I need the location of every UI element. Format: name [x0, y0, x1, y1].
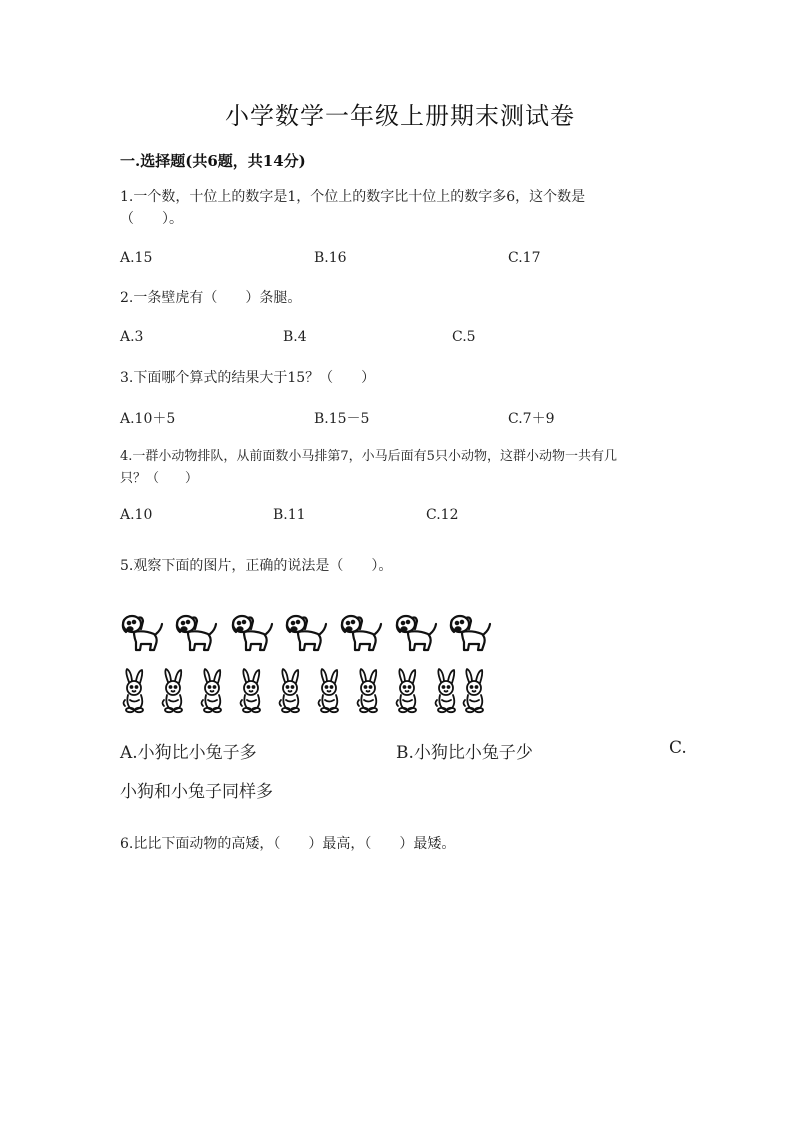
question-6: 6.比比下面动物的高矮，（ ）最高，（ ）最矮。 [120, 836, 456, 852]
question-4-line-2: 只？（ ） [120, 471, 199, 486]
question-5-option-c-label[interactable]: C. [669, 738, 687, 758]
question-5: 5.观察下面的图片，正确的说法是（ ）。 [120, 558, 393, 574]
rabbit-image [393, 668, 423, 716]
rabbit-image [354, 668, 384, 716]
rabbit-image [276, 668, 306, 716]
section-heading: 一.选择题(共6题，共14分) [120, 152, 306, 170]
question-2-option-b[interactable]: B.4 [283, 329, 307, 345]
dog-image [120, 610, 164, 654]
dog-image [394, 610, 438, 654]
rabbit-image [159, 668, 189, 716]
question-3: 3.下面哪个算式的结果大于15？（ ） [120, 370, 376, 386]
question-5-option-a[interactable]: A.小狗比小兔子多 [120, 743, 257, 763]
rabbit-image [460, 668, 490, 716]
dog-image [174, 610, 218, 654]
question-2-option-c[interactable]: C.5 [452, 329, 476, 345]
question-4-option-c[interactable]: C.12 [426, 507, 459, 523]
question-1-option-b[interactable]: B.16 [314, 250, 347, 266]
question-5-option-b[interactable]: B.小狗比小兔子少 [396, 743, 533, 763]
dog-image [339, 610, 383, 654]
question-4-line-1: 4.一群小动物排队，从前面数小马排第7，小马后面有5只小动物，这群小动物一共有几 [120, 449, 617, 464]
question-2: 2.一条壁虎有（ ）条腿。 [120, 290, 302, 306]
question-1-line-1: 1.一个数，十位上的数字是1，个位上的数字比十位上的数字多6，这个数是 [120, 189, 586, 205]
dog-image [448, 610, 492, 654]
dog-image [230, 610, 274, 654]
question-4-option-a[interactable]: A.10 [120, 507, 153, 523]
question-2-option-a[interactable]: A.3 [120, 329, 144, 345]
rabbit-image [315, 668, 345, 716]
question-3-option-b[interactable]: B.15－5 [314, 411, 370, 427]
rabbit-image [432, 668, 462, 716]
rabbit-image [198, 668, 228, 716]
question-4 [120, 446, 680, 490]
question-3-option-a[interactable]: A.10＋5 [120, 411, 176, 427]
rabbit-image [120, 668, 150, 716]
rabbit-image [237, 668, 267, 716]
question-1-line-2: （ ）。 [120, 211, 183, 227]
question-1-option-a[interactable]: A.15 [120, 250, 153, 266]
page-title: 小学数学一年级上册期末测试卷 [225, 102, 575, 130]
question-1-option-c[interactable]: C.17 [508, 250, 541, 266]
question-3-option-c[interactable]: C.7＋9 [508, 411, 555, 427]
question-4-option-b[interactable]: B.11 [273, 507, 306, 523]
question-5-option-c[interactable]: 小狗和小兔子同样多 [120, 782, 273, 802]
question-1 [120, 186, 680, 230]
dog-image [284, 610, 328, 654]
